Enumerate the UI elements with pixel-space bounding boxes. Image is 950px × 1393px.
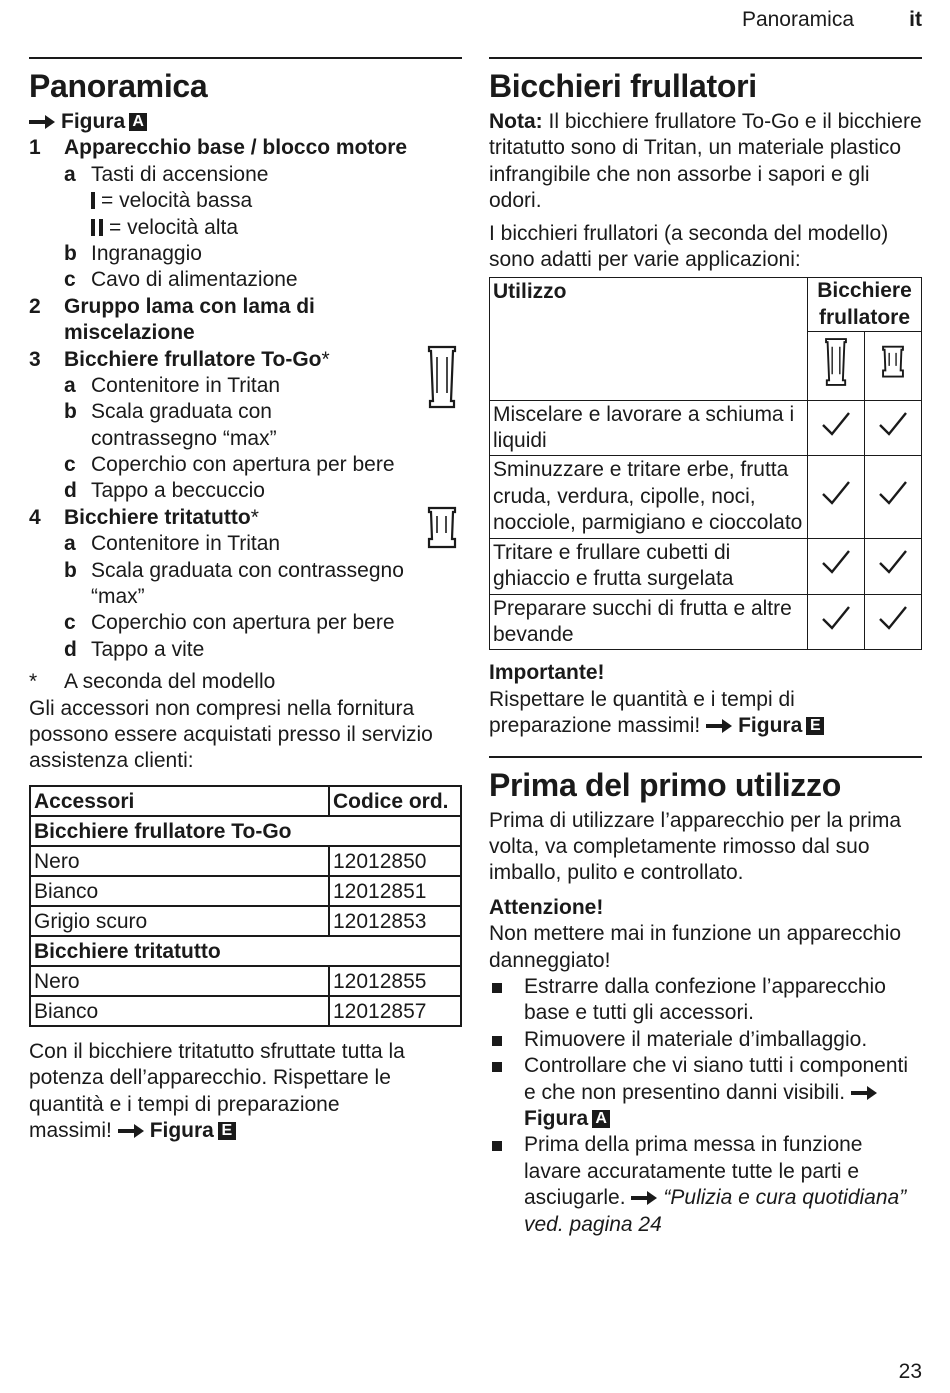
attention-text: Non mettere mai in funzione un apparecchio danneggiato! — [489, 922, 902, 972]
attention-label: Attenzione! — [489, 895, 604, 919]
list-item: Estrarre dalla confezione l’apparecchio base e tutti gli accessori. — [489, 974, 922, 1027]
list-item: Rimuovere il materiale d’imballaggio. — [489, 1027, 922, 1053]
chopper-cup-icon — [425, 505, 459, 551]
check-icon — [821, 549, 851, 575]
arrow-icon — [29, 115, 55, 129]
table-group-row: Bicchiere frullatore To-Go — [30, 816, 461, 846]
arrow-icon — [851, 1086, 877, 1100]
arrow-icon — [631, 1191, 657, 1205]
chopper-note: Con il bicchiere tritatutto sfruttate tutta la potenza dell’apparecchio. Rispettare le quantità e i tempi di preparazione massimi! Figura E — [29, 1039, 405, 1143]
page-number: 23 — [898, 1359, 922, 1383]
arrow-icon — [706, 719, 732, 733]
accessories-table — [29, 785, 462, 1027]
table-row: Miscelare e lavorare a schiuma i liquidi — [490, 400, 922, 456]
table-header-row: Accessori Codice ord. — [30, 786, 461, 816]
important-label: Importante! — [489, 661, 605, 685]
table-row: Sminuzzare e tritare erbe, frutta cruda, verdura, cipolle, noci, nocciole, parmigiano e cioccolato — [490, 456, 922, 538]
bullet-icon — [492, 1062, 502, 1072]
check-icon — [821, 605, 851, 631]
togo-cup-icon — [425, 343, 459, 411]
table-row: Bianco 12012851 — [30, 876, 461, 906]
speed-low-icon — [91, 192, 95, 209]
check-icon — [878, 605, 908, 631]
table-group-row: Bicchiere tritatutto — [30, 936, 461, 966]
figure-letter-badge: E — [218, 1122, 236, 1140]
togo-cup-icon — [823, 332, 849, 392]
note: Nota: Il bicchiere frullatore To-Go e il bicchiere tritatutto sono di Tritan, un materiale plastico infrangibile che non assorbe i sapori e gli odori. — [489, 110, 922, 213]
accessories-intro: Gli accessori non compresi nella fornitura possono essere acquistati presso il servizio assistenza clienti: — [29, 696, 433, 773]
bullet-icon — [492, 1141, 502, 1151]
usage-table — [489, 277, 922, 650]
check-icon — [878, 549, 908, 575]
section-rule — [29, 57, 462, 59]
table-row: Preparare succhi di frutta e altre bevande — [490, 594, 922, 650]
arrow-icon — [118, 1124, 144, 1138]
figure-letter-badge: A — [592, 1110, 610, 1128]
important-text: Rispettare le quantità e i tempi di preparazione massimi! Figura E — [489, 687, 922, 740]
check-icon — [821, 411, 851, 437]
table-row: Nero 12012855 — [30, 966, 461, 996]
bullet-icon — [492, 1036, 502, 1046]
figure-ref: Figura A — [29, 109, 462, 135]
header-language: it — [909, 8, 922, 31]
left-column: Panoramica Figura A 1 Apparecchio base / blocco motore a Tasti di accensione = velocità bassa = velocità alta b Ingranaggio c Cavo di alimentazione 2 Gruppo lama con lama di miscelazione 3 Bicchiere frullatore To-Go* a Contenitore in Tritan b Scala graduata con contrassegno “max” c Coperchio con apertura per bere d Tappo a beccuccio 4 Bicchiere tritatutto* a Contenitore in Tritan b Scala graduata con contrassegno “max” c Coperchio con apertura per bere d Tappo a vite * A seconda del modello Gli accessori non compresi nella fornitura possono essere acquistati presso il servizio assistenza clienti: Accessori Codice ord. Bicchiere frullatore To-Go Nero 12012850 Bianco 12012851 Grigio scuro 12012853 Bicchiere tritatutto Nero 12012855 Bianco 12012857 Con il bicchiere tritatutto sfruttate tutta la potenza dell’apparecchio. Rispettare le quantità e i tempi di preparazione massimi! Figura E — [29, 57, 462, 1144]
right-column — [489, 57, 922, 1238]
section-rule — [489, 57, 922, 59]
list-item: Controllare che vi siano tutti i componenti e che non presentino danni visibili. Figura A — [489, 1053, 922, 1132]
check-icon — [878, 480, 908, 506]
check-icon — [821, 480, 851, 506]
first-use-title: Prima del primo utilizzo — [489, 766, 841, 803]
header-section-title: Panoramica — [741, 8, 854, 31]
bullet-icon — [492, 983, 502, 993]
cups-intro: I bicchieri frullatori (a seconda del modello) sono adatti per varie applicazioni: — [489, 221, 889, 272]
table-header-row: Utilizzo Bicchiere frullatore — [490, 278, 922, 332]
table-row: Grigio scuro 12012853 — [30, 906, 461, 936]
chopper-cup-icon — [880, 344, 906, 380]
section-rule — [489, 756, 922, 758]
overview-title: Panoramica — [29, 68, 208, 104]
speed-high-icon — [91, 219, 103, 236]
table-row: Nero 12012850 — [30, 846, 461, 876]
first-use-intro: Prima di utilizzare l’apparecchio per la prima volta, va completamente rimosso dal suo imballo, pulito e controllato. — [489, 808, 902, 885]
table-row: Tritare e frullare cubetti di ghiaccio e frutta surgelata — [490, 538, 922, 594]
figure-letter-badge: E — [806, 717, 824, 735]
check-icon — [878, 411, 908, 437]
table-row: Bianco 12012857 — [30, 996, 461, 1026]
list-item: Prima della prima messa in funzione lavare accuratamente tutte le parti e asciugarle. “Pulizia e cura quotidiana” ved. pagina 24 — [489, 1132, 922, 1238]
blender-cups-title: Bicchieri frullatori — [489, 68, 757, 104]
figure-letter-badge: A — [129, 113, 147, 131]
